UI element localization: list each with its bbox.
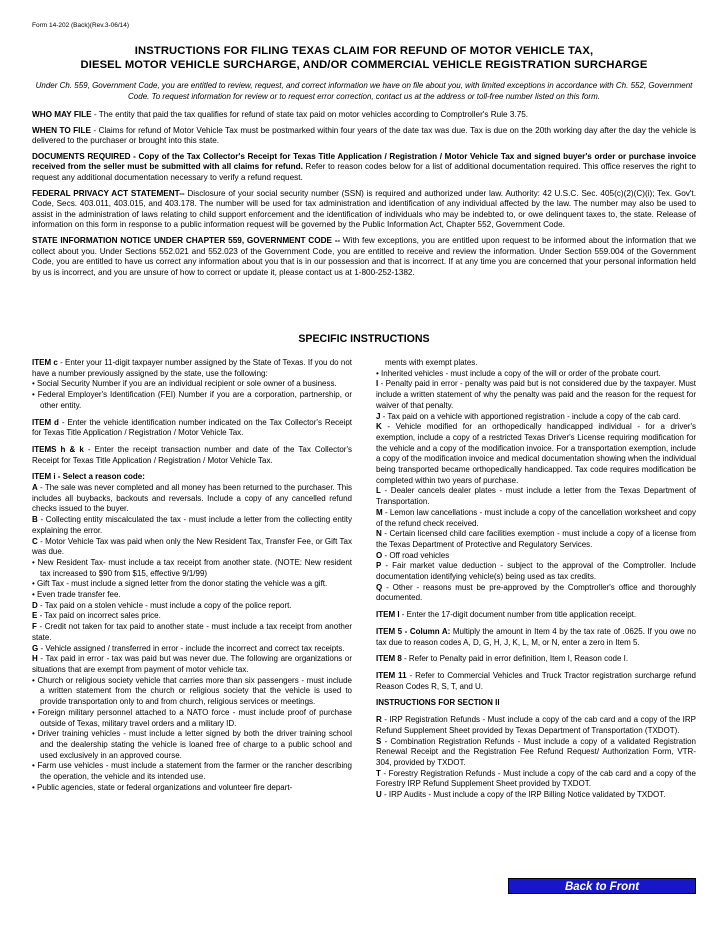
reason-m (376, 508, 696, 529)
reason-b (32, 515, 352, 536)
item-1-label: ITEM I (376, 610, 400, 620)
reason-j (376, 412, 696, 423)
reason-u (376, 790, 696, 801)
item-5-text: Multiply the amount in Item 4 by the tax rate of .0625. If you owe no tax due to reason codes A, D, G, H, J, K, L, M, or N, enter a zero in Item 5. (376, 626, 697, 647)
reason-code: G (32, 643, 39, 653)
reason-o (376, 551, 696, 562)
list-item: • Church or religious society vehicle that carries more than six passengers - must include a written statement from the church or religious society that the vehicle is used to provide transportation only to and from church, religious services or meetings. (32, 675, 352, 707)
list-item: • Inherited vehicles - must include a copy of the will or order of the probate court. (376, 368, 661, 378)
reason-code: P (376, 561, 382, 571)
when-label: WHEN TO FILE (32, 125, 91, 135)
reason-l (376, 486, 696, 507)
reason-text: - Other - reasons must be pre-approved by the Comptroller's office and thoroughly documented. (376, 582, 696, 603)
item-d-label: ITEM d (32, 417, 59, 427)
left-column (32, 358, 352, 793)
reason-text: - Vehicle assigned / transferred in error - include the incorrect and correct tax receipts. (38, 643, 345, 653)
privacy-notice: Under Ch. 559, Government Code, you are entitled to review, request, and correct information we have on file about you, with limited exceptions in accordance with Ch. 552, Government Code. To request information for review or to request error correction, contact us at the address or toll-free number listed on this form. (35, 81, 693, 101)
reason-code: H (32, 654, 38, 664)
reason-text: - Credit not taken for tax paid to another state - must include a tax receipt from another state. (32, 622, 352, 642)
item-11 (376, 671, 696, 692)
reason-t (376, 769, 696, 790)
reason-c (32, 537, 352, 558)
documents-required (32, 152, 696, 184)
reason-code: O (376, 550, 383, 560)
state-information-notice (32, 236, 696, 278)
list-item: • Farm use vehicles - must include a statement from the farmer or the rancher describing the operation, the vehicle and its intended use. (32, 761, 352, 782)
reason-text: - Vehicle modified for an orthopedically handicapped individual - for a driver's exemption, include a copy of a restricted Texas Driver's License requiring modification for the vehicle and a copy of the modification invoice. For a transportation exemption, include a copy of the modification invoice and medical documentation showing when the individual being transported became orthopedically handicapped. Tax code requires modification be completed within two years of purchase. (376, 422, 696, 485)
reason-text: - Off road vehicles (382, 550, 450, 560)
list-item: • Foreign military personnel attached to a NATO force - must include proof of purchase outside of Texas, military travel orders and a military ID. (32, 707, 352, 728)
reason-text: - Collecting entity miscalculated the tax - must include a letter from the collecting entity explaining the error. (32, 515, 352, 535)
item-8-text: - Refer to Penalty paid in error definition, Item I, Reason code I. (401, 654, 629, 664)
reason-i (376, 379, 696, 411)
items-h-k-label: ITEMS h & k (32, 444, 84, 454)
back-to-front-button[interactable]: Back to Front (508, 878, 696, 894)
item-c (32, 358, 352, 379)
who-text: - The entity that paid the tax qualifies for refund of state tax paid on motor vehicles according to Comptroller's Rule 3.75. (91, 110, 529, 119)
list-item: • New Resident Tax- must include a tax receipt from another state. (NOTE: New resident tax increased to $90 from $15, effective 9/1/99) (32, 557, 352, 578)
reason-text: - Certain licensed child care facilities exemption - must include a copy of a license from the Texas Department of Protective and Regulatory Services. (376, 529, 696, 549)
list-item: • Even trade transfer fee. (32, 590, 121, 600)
reason-text: - Motor Vehicle Tax was paid when only the New Resident Tax, Transfer Fee, or Gift Tax was due. (32, 536, 352, 557)
reason-text: - Dealer cancels dealer plates - must include a letter from the Texas Department of Transportation. (376, 486, 696, 507)
reason-text: - Tax paid on a vehicle with apportioned registration - include a copy of the cab card. (380, 411, 681, 421)
reason-code: U (376, 790, 382, 800)
reason-text: - Tax paid on a stolen vehicle - must include a copy of the police report. (37, 600, 292, 610)
who-may-file (32, 110, 696, 121)
title-line-1: INSTRUCTIONS FOR FILING TEXAS CLAIM FOR REFUND OF MOTOR VEHICLE TAX, (134, 45, 594, 57)
item-d (32, 418, 352, 439)
item-d-text: - Enter the vehicle identification number indicated on the Tax Collector's Receipt for Texas Title Application / Registration / Motor Vehicle Tax. (32, 417, 352, 438)
intro-section (32, 110, 696, 283)
reason-text: - Tax paid on incorrect sales price. (37, 611, 161, 621)
reason-text: - The sale was never completed and all money has been returned to the purchaser. This includes all buybacks, backouts and reversals. Include a copy of any cancelled refund checks issued to the buyer. (32, 483, 352, 514)
item-11-text: - Refer to Commercial Vehicles and Truck Tractor registration surcharge refund Reason Codes R, S, T, and U. (376, 670, 697, 691)
list-item: • Public agencies, state or federal organizations and volunteer fire depart- (32, 782, 293, 792)
when-text: - Claims for refund of Motor Vehicle Tax must be postmarked within four years of the date tax was due. Tax is due on the 20th working day after the day the vehicle is delivered to the purchaser or brought into this state. (32, 125, 696, 146)
reason-code: J (376, 411, 381, 421)
reason-text: - Combination Registration Refunds - Must include a copy of a validated Registration Renewal Receipt and the Registration Fee Refund Request/ Authorization Form, VTR-304, provided by TXDOT. (376, 736, 696, 767)
reason-text: - Penalty paid in error - penalty was paid but is not considered due by the taxpayer. Must include a written statement of why the penalty was paid and the reason for the request for waiver of that penalty. (376, 379, 696, 410)
reason-code: F (32, 622, 37, 632)
privacy-label: FEDERAL PRIVACY ACT STATEMENT-- (32, 188, 185, 198)
reason-code: N (376, 529, 382, 539)
reason-code: A (32, 483, 38, 493)
list-item-continued: ments with exempt plates. (385, 358, 478, 367)
item-11-label: ITEM 11 (376, 670, 407, 680)
reason-code: R (376, 715, 382, 725)
reason-code: K (376, 422, 382, 432)
list-item: • Social Security Number if you are an individual recipient or sole owner of a business. (32, 379, 337, 389)
who-label: WHO MAY FILE (32, 110, 92, 119)
reason-k (376, 422, 696, 486)
reason-text: - IRP Registration Refunds - Must include a copy of the cab card and a copy of the IRP Refund Supplement Sheet provided by Texas Department of Transportation (TXDOT). (376, 715, 696, 735)
reason-text: - IRP Audits - Must include a copy of the IRP Billing Notice validated by TXDOT. (381, 790, 666, 800)
page-title (30, 44, 698, 72)
docs-text: Refer to reason codes below for a list of additional documentation required. This office reserves the right to request any additional documentation necessary to verify a refund request. (32, 162, 696, 182)
reason-code: I (376, 379, 379, 389)
item-5 (376, 627, 696, 648)
specific-instructions-heading: SPECIFIC INSTRUCTIONS (298, 333, 430, 345)
reason-s (376, 737, 696, 769)
reason-f (32, 622, 352, 643)
docs-label: DOCUMENTS REQUIRED - Copy of the Tax Collector's Receipt for Texas Title Application / Registration / Motor Vehicle Tax and signed buyer's order or purchase invoice received from the seller must be submitted with all claims for refund. (32, 151, 696, 172)
federal-privacy-statement (32, 189, 696, 231)
section-ii-heading: INSTRUCTIONS FOR SECTION II (376, 698, 500, 708)
reason-g (32, 644, 352, 655)
reason-a (32, 483, 352, 515)
list-item: • Driver training vehicles - must include a letter signed by both the driver training school and the dealership stating the vehicle is loaned free of charge to a public school and used exclusively in an approved course. (32, 729, 352, 760)
list-item: • Gift Tax - must include a signed letter from the donor stating the vehicle was a gift. (32, 579, 328, 589)
list-item: • Federal Employer's Identification (FEI) Number if you are a corporation, partnership, or other entity. (32, 390, 352, 410)
item-1 (376, 610, 696, 621)
reason-text: - Forestry Registration Refunds - Must include a copy of the cab card and a copy of the Forestry IRP Refund Supplement Sheet provided by TXDOT. (376, 768, 696, 789)
item-8-label: ITEM 8 (376, 654, 402, 664)
title-line-2: DIESEL MOTOR VEHICLE SURCHARGE, AND/OR COMMERCIAL VEHICLE REGISTRATION SURCHARGE (80, 59, 648, 71)
item-c-label: ITEM c (32, 358, 58, 367)
right-column (376, 358, 696, 801)
reason-e (32, 611, 352, 622)
reason-code: L (376, 486, 381, 496)
state-label: STATE INFORMATION NOTICE UNDER CHAPTER 559, GOVERNMENT CODE -- (32, 235, 341, 245)
reason-text: - Tax paid in error - tax was paid but was never due. The following are organizations or situations that are exempt from payment of motor vehicle tax. (32, 654, 352, 674)
reason-q (376, 583, 696, 604)
form-number: Form 14-202 (Back)(Rev.3-06/14) (32, 22, 130, 29)
reason-code: S (376, 736, 382, 746)
reason-h (32, 654, 352, 675)
privacy-text: Disclosure of your social security number (SSN) is required and authorized under law. Authority: 42 U.S.C. Sec. 405(c)(2)(C)(i); Tex. Gov't. Code, Secs. 403.011, 403.015, and 403.178. The number will be used for tax administration and identification of any individual affected by the law. The number may also be used to assist in the administration of laws relating to child support enforcement and the identification of individuals who may be indebted to, or owe delinquent taxes to, the state. Release of information on this form in response to a public information request will be governed by the Public Information Act, Chapter 552, Government Code. (32, 188, 696, 230)
item-c-text: - Enter your 11-digit taxpayer number assigned by the State of Texas. If you do not have a number previously assigned by the state, use the following: (32, 358, 353, 378)
item-1-text: - Enter the 17-digit document number from title application receipt. (399, 610, 637, 620)
reason-code: Q (376, 582, 383, 592)
reason-code: T (376, 768, 381, 778)
when-to-file (32, 126, 696, 147)
reason-n (376, 529, 696, 550)
reason-code: C (32, 536, 38, 546)
state-text: With few exceptions, you are entitled upon request to be informed about the information that we collect about you. Under Sections 552.021 and 552.023 of the Government Code, you are entitled to receive and review the information. Under Section 559.004 of the Government Code, you are entitled to have us correct any information about you that is in our possession and that is incorrect. If at any time you are concerned that your personal information held by us is incorrect, and you are unsure of how to correct or update it, please contact us at 1-800-252-1382. (32, 235, 696, 277)
reason-d (32, 601, 352, 612)
reason-code: D (32, 600, 38, 610)
reason-text: - Lemon law cancellations - must include a copy of the cancellation worksheet and copy of the refund check received. (376, 507, 696, 528)
items-h-k-text: - Enter the receipt transaction number and date of the Tax Collector's Receipt for Texas Title Application / Registration / Motor Vehicle Tax. (32, 444, 352, 465)
reason-r (376, 715, 696, 736)
item-5-label: ITEM 5 - Column A: (376, 626, 451, 636)
item-i-heading: ITEM i - Select a reason code: (32, 472, 145, 482)
reason-code: E (32, 611, 38, 621)
items-h-k (32, 445, 352, 466)
reason-text: - Fair market value deduction - subject to the approval of the Comptroller. Include documentation identifying vehicle(s) being used as tax credits. (376, 561, 696, 582)
item-8 (376, 654, 696, 665)
reason-code: M (376, 507, 383, 517)
reason-p (376, 561, 696, 582)
reason-code: B (32, 515, 38, 525)
